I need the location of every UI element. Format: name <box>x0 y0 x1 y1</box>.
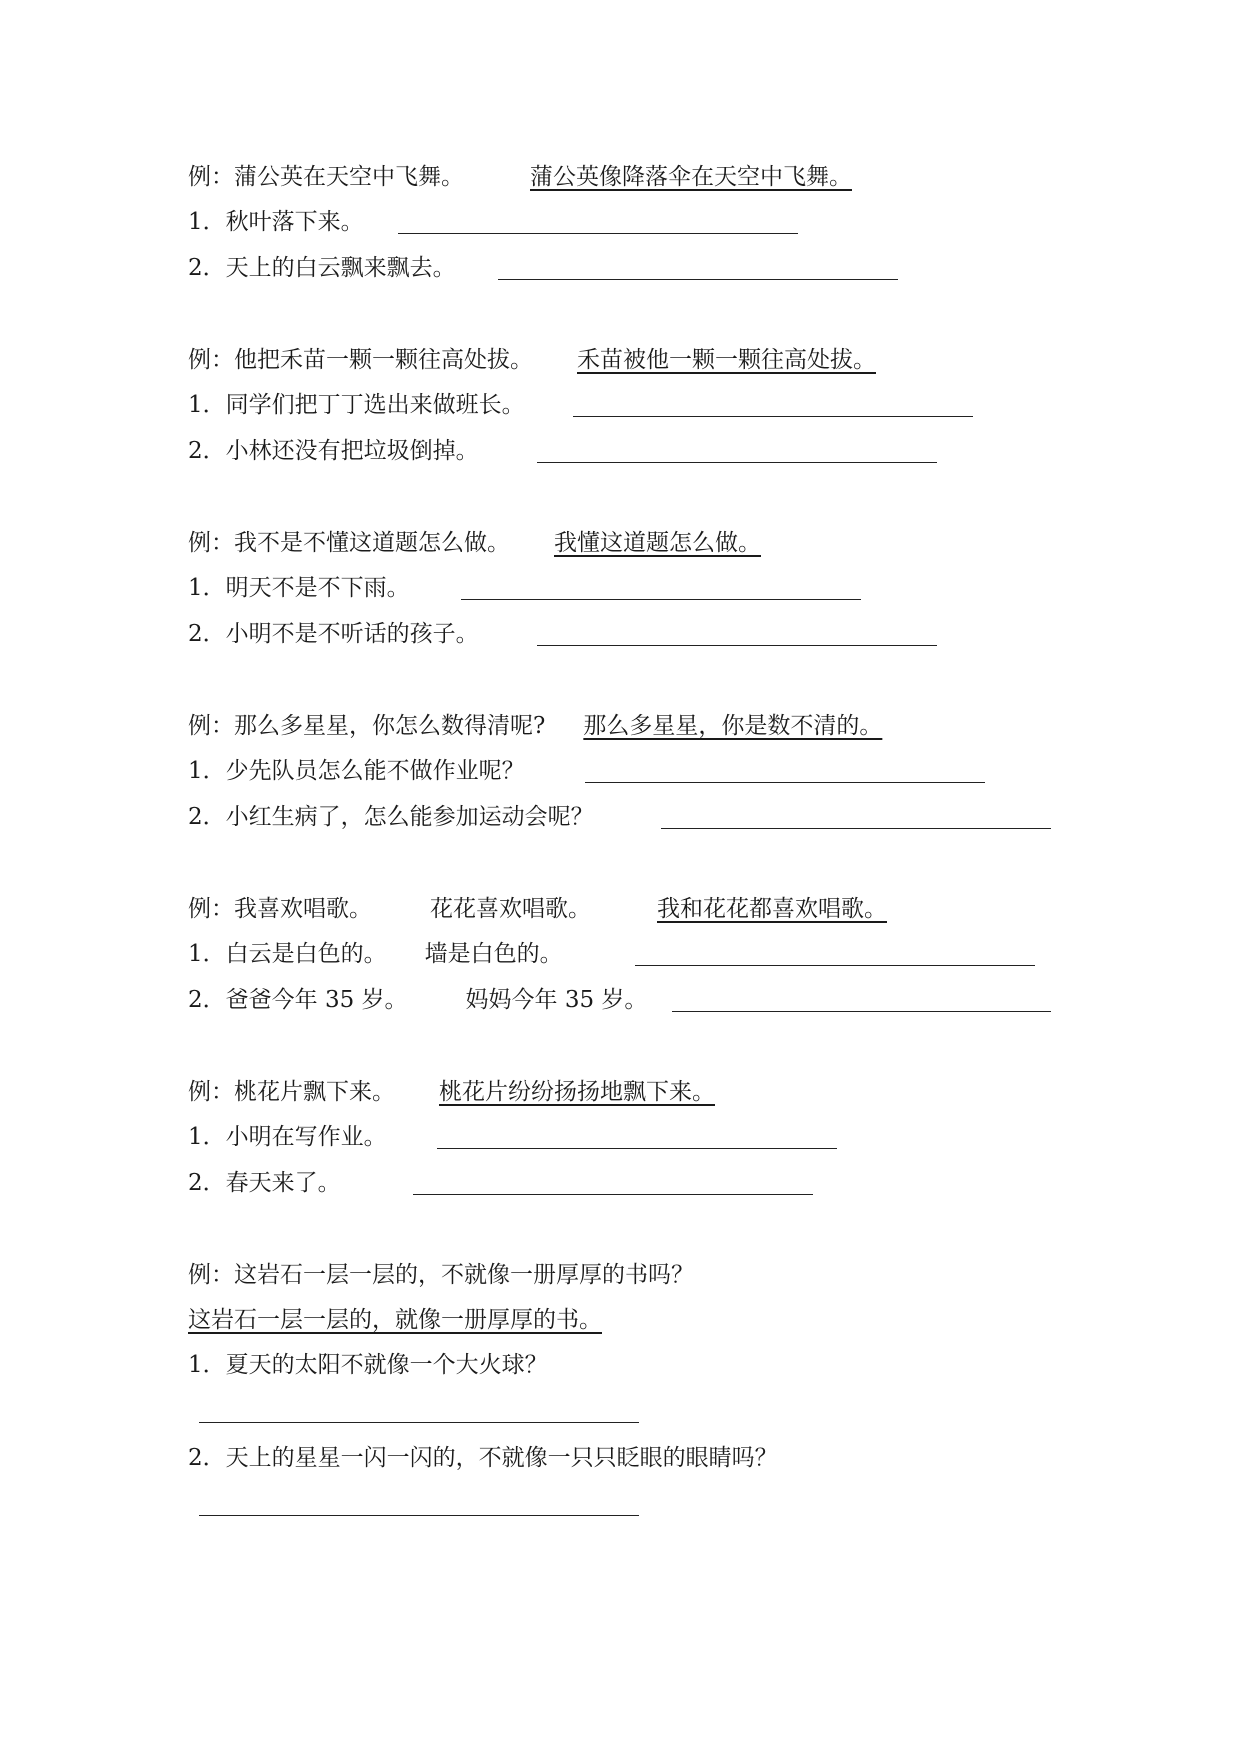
question-line: 2．爸爸今年 35 岁。 妈妈今年 35 岁。 <box>188 987 648 1013</box>
answer-blank[interactable] <box>585 782 985 783</box>
question-line: 1．秋叶落下来。 <box>188 209 364 235</box>
answer-blank[interactable] <box>537 645 937 646</box>
example-line: 例：那么多星星，你怎么数得清呢? 那么多星星，你是数不清的。 <box>188 713 883 739</box>
question-line: 1．明天不是不下雨。 <box>188 575 410 601</box>
example-line: 例：桃花片飘下来。 桃花片纷纷扬扬地飘下来。 <box>188 1079 715 1105</box>
question-line: 1．少先队员怎么能不做作业呢？ <box>188 758 525 784</box>
answer-blank[interactable] <box>461 599 861 600</box>
answer-blank[interactable] <box>661 828 1051 829</box>
example-answer: 我懂这道题怎么做。 <box>554 530 761 556</box>
example-line: 例：我不是不懂这道题怎么做。 我懂这道题怎么做。 <box>188 530 761 556</box>
question-line: 2．天上的星星一闪一闪的，不就像一只只眨眼的眼睛吗？ <box>188 1445 778 1471</box>
answer-blank[interactable] <box>573 416 973 417</box>
question-line: 1．同学们把丁丁选出来做班长。 <box>188 392 525 418</box>
answer-blank[interactable] <box>199 1515 639 1516</box>
example-answer: 我和花花都喜欢唱歌。 <box>657 896 887 922</box>
question-line: 1．白云是白色的。 墙是白色的。 <box>188 941 563 967</box>
answer-blank[interactable] <box>199 1422 639 1423</box>
answer-blank[interactable] <box>635 965 1035 966</box>
answer-blank[interactable] <box>413 1194 813 1195</box>
question-line: 2．小明不是不听话的孩子。 <box>188 621 479 647</box>
example-answer: 蒲公英像降落伞在天空中飞舞。 <box>530 164 852 190</box>
example-answer: 桃花片纷纷扬扬地飘下来。 <box>439 1079 715 1105</box>
question-line: 2．天上的白云飘来飘去。 <box>188 255 456 281</box>
example-line: 例：这岩石一层一层的，不就像一册厚厚的书吗？ <box>188 1262 694 1288</box>
question-line: 2．小林还没有把垃圾倒掉。 <box>188 438 479 464</box>
answer-blank[interactable] <box>672 1011 1051 1012</box>
example-line: 例：我喜欢唱歌。 花花喜欢唱歌。 我和花花都喜欢唱歌。 <box>188 896 887 922</box>
example-answer: 那么多星星，你是数不清的。 <box>583 713 883 739</box>
example-answer-line <box>188 1305 602 1335</box>
question-line: 2．春天来了。 <box>188 1170 341 1196</box>
answer-blank[interactable] <box>398 233 798 234</box>
question-line: 2．小红生病了，怎么能参加运动会呢？ <box>188 804 594 830</box>
question-line: 1．夏天的太阳不就像一个大火球？ <box>188 1352 548 1378</box>
answer-blank[interactable] <box>437 1148 837 1149</box>
example-answer: 这岩石一层一层的，就像一册厚厚的书。 <box>188 1307 602 1333</box>
answer-blank[interactable] <box>537 462 937 463</box>
example-line: 例：他把禾苗一颗一颗往高处拔。 禾苗被他一颗一颗往高处拔。 <box>188 347 876 373</box>
answer-blank[interactable] <box>498 279 898 280</box>
example-line: 例：蒲公英在天空中飞舞。 蒲公英像降落伞在天空中飞舞。 <box>188 164 852 190</box>
question-line: 1．小明在写作业。 <box>188 1124 387 1150</box>
example-answer: 禾苗被他一颗一颗往高处拔。 <box>577 347 876 373</box>
